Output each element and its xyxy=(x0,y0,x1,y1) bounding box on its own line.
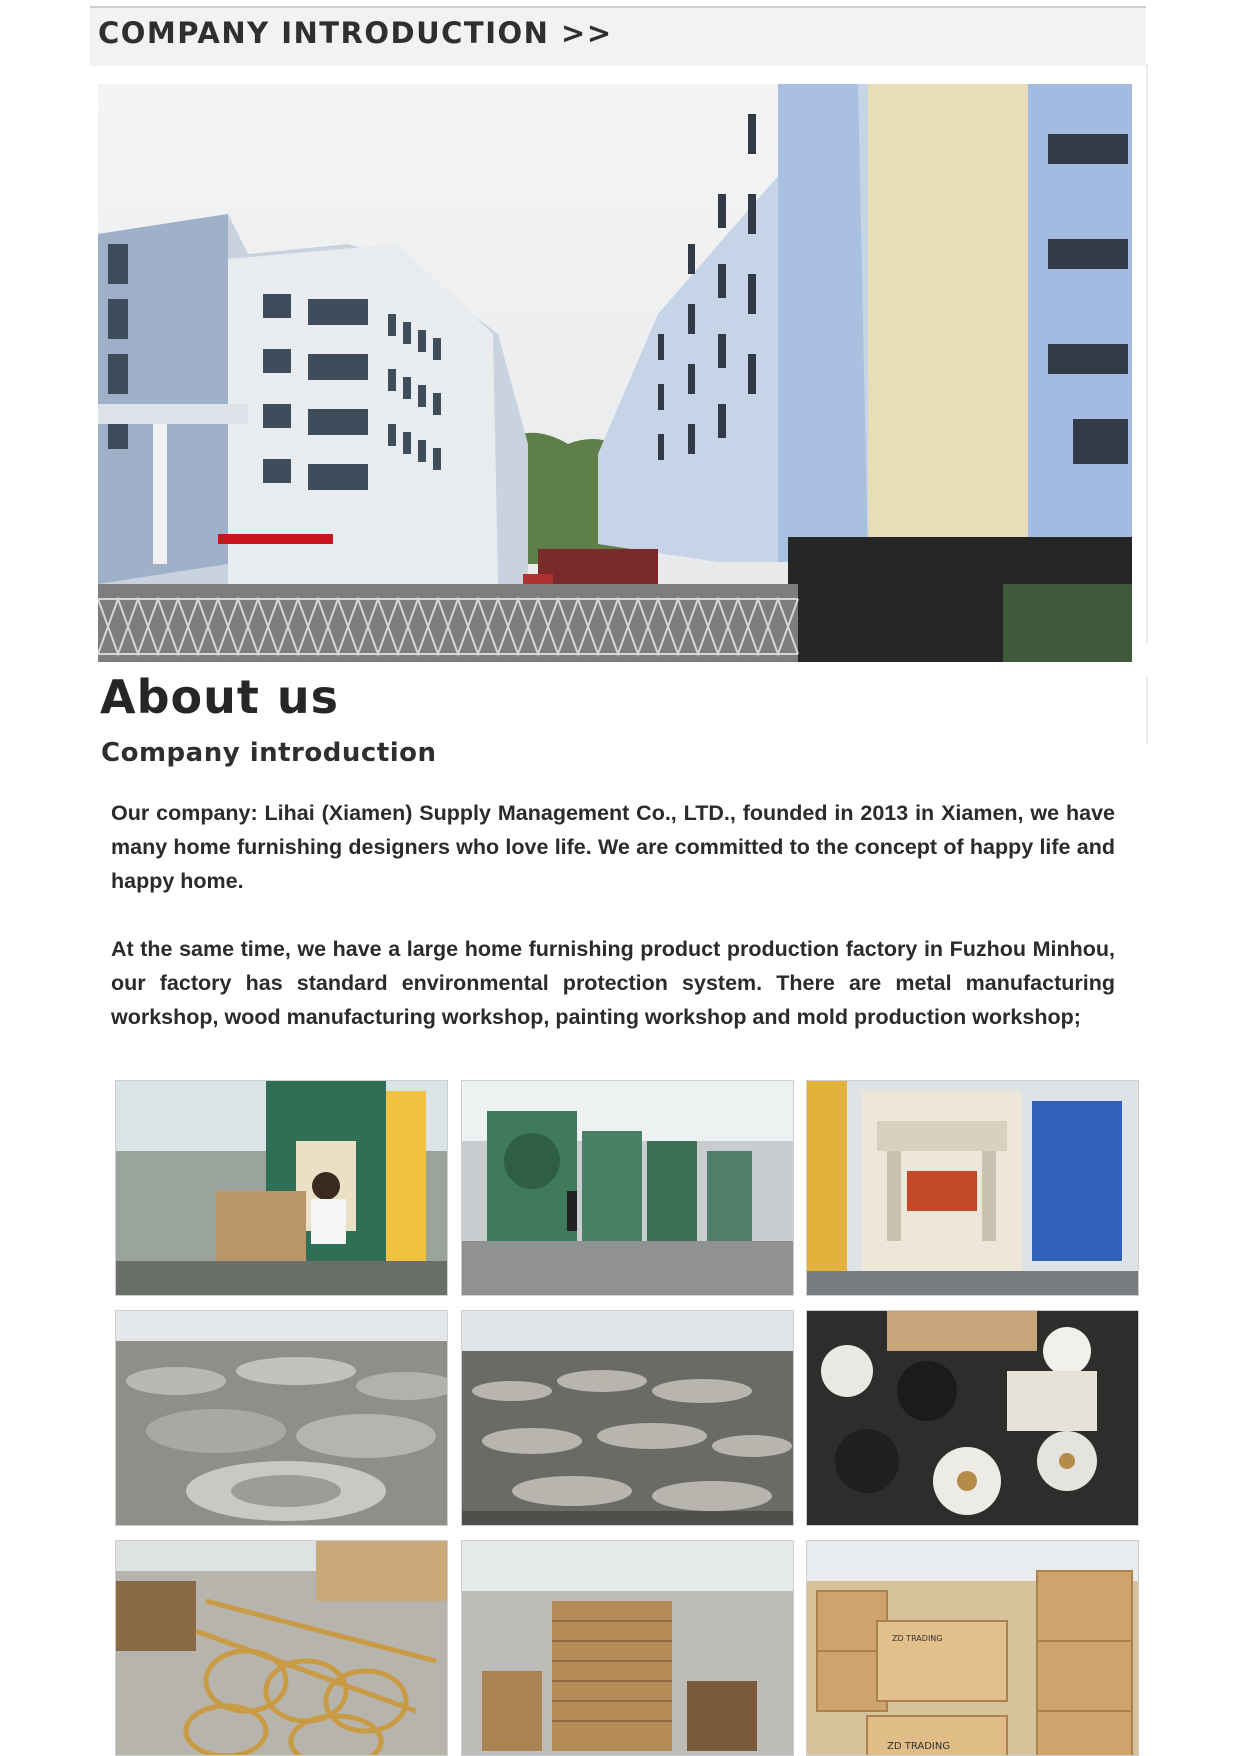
section-title: COMPANY INTRODUCTION >> xyxy=(98,16,613,50)
workshop-photo-metal-discs xyxy=(115,1310,448,1526)
section-header xyxy=(90,6,1146,66)
workshop-photo-cardboard-stacks xyxy=(461,1540,794,1756)
intro-paragraph-2: At the same time, we have a large home furnishing product production factory in Fuzhou Minhou, our factory has standard environmental protection system. There are metal manufacturing workshop, wood manufacturing workshop, painting workshop and mold production workshop; xyxy=(111,937,1115,1029)
about-title: About us xyxy=(100,670,340,724)
workshop-photo-punch-presses xyxy=(461,1080,794,1296)
carton-label: ZD TRADING xyxy=(887,1741,951,1752)
workshop-photo-metal-flowers xyxy=(806,1310,1139,1526)
intro-paragraph-1: Our company: Lihai (Xiamen) Supply Management Co., LTD., founded in 2013 in Xiamen, we have many home furnishing designers who love life. We are committed to the concept of happy life and happy home. xyxy=(111,801,1115,893)
workshop-photo-packed-cartons xyxy=(806,1540,1139,1756)
divider xyxy=(1146,676,1148,744)
factory-building-illustration xyxy=(98,84,1132,662)
carton-label: ZD TRADING xyxy=(892,1634,943,1643)
factory-building-photo xyxy=(98,84,1132,662)
workshop-photo-gold-frames xyxy=(115,1540,448,1756)
workshop-photo-press-operator xyxy=(115,1080,448,1296)
about-subtitle: Company introduction xyxy=(101,738,437,768)
workshop-photo-hydraulic-press xyxy=(806,1080,1139,1296)
workshop-photo-metal-leaves-racks xyxy=(461,1310,794,1526)
divider xyxy=(1146,64,1148,644)
